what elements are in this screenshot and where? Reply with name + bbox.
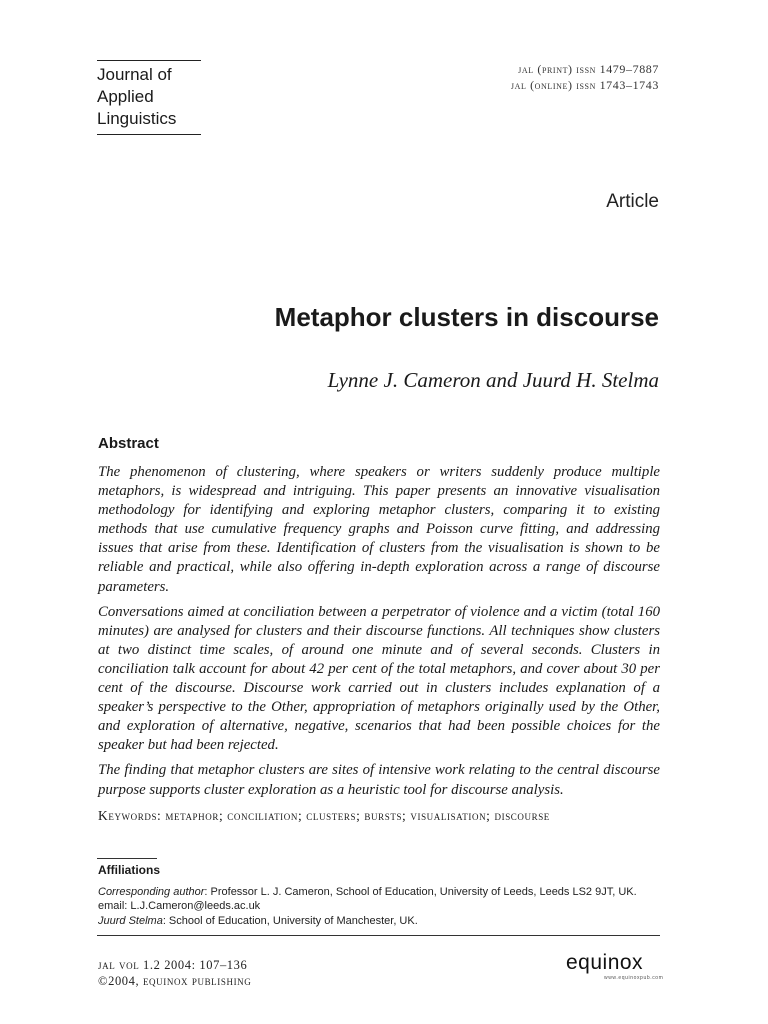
abstract-paragraph-2: Conversations aimed at conciliation between a perpetrator of violence and a victim (total 160 minutes) are analysed for clusters and their discourse functions. All techniques show clusters at two distinct time scales, of around one minute and of several seconds. Clusters in conciliation talk account for about 42 per cent of the total metaphors, and cover about 30 per cent of the discourse. Discourse work carried out in clusters includes explanation of a speaker’s perspective to the Other, appropriation of metaphors originally used by the Other, and exploration of alternative, negative, scenarios that had been possible choices for the speaker but had been rejected.	[98, 603, 660, 754]
footer-citation	[98, 957, 251, 989]
affiliations-heading: Affiliations	[98, 863, 160, 877]
second-author-line	[98, 914, 660, 928]
publisher-logo	[566, 951, 664, 981]
issn-block	[511, 61, 659, 93]
affiliations-body	[98, 885, 660, 928]
publisher-logo-wordmark: equinox	[566, 951, 644, 974]
footer-divider	[97, 935, 660, 936]
second-author-text: : School of Education, University of Manchester, UK.	[162, 915, 418, 927]
footer-copyright: ©2004, equinox publishing	[98, 974, 252, 988]
journal-name-line-1: Journal of	[97, 65, 172, 84]
corresponding-author-line	[98, 885, 660, 899]
article-authors: Lynne J. Cameron and Juurd H. Stelma	[327, 368, 659, 392]
corresponding-author-email: email: L.J.Cameron@leeds.ac.uk	[98, 900, 261, 912]
journal-name-line-3: Linguistics	[97, 109, 177, 128]
affiliations-divider	[97, 858, 157, 859]
corresponding-author-label: Corresponding author	[98, 886, 205, 898]
article-type-label: Article	[606, 191, 659, 212]
abstract-heading: Abstract	[98, 435, 159, 452]
journal-name-line-2: Applied	[97, 87, 154, 106]
corresponding-author-text: : Professor L. J. Cameron, School of Education, University of Leeds, Leeds LS2 9JT, UK.	[204, 886, 637, 898]
publisher-logo-url: www.equinoxpub.com	[604, 975, 664, 981]
article-title: Metaphor clusters in discourse	[274, 302, 659, 332]
journal-masthead	[97, 60, 201, 135]
abstract-paragraph-3: The finding that metaphor clusters are sites of intensive work relating to the central discourse purpose supports cluster exploration as a heuristic tool for discourse analysis.	[98, 762, 660, 798]
footer-volume: jal vol 1.2 2004: 107–136	[98, 958, 248, 972]
second-author-label: Juurd Stelma	[98, 915, 163, 927]
abstract-body	[98, 463, 660, 806]
issn-print: jal (print) issn 1479–7887	[518, 62, 659, 76]
abstract-paragraph-1: The phenomenon of clustering, where speakers or writers suddenly produce multiple metaphors, is widespread and intriguing. This paper presents an innovative visualisation methodology for identifying and exploring metaphor clusters, comparing it to existing methods that use cumulative frequency graphs and Poisson curve fitting, and addressing issues that arise from these. Identification of clusters from the visualisation is shown to be reliable and practical, while also offering in-depth exploration across a range of discourse parameters.	[98, 464, 660, 595]
keywords-line: Keywords: metaphor; conciliation; clusters; bursts; visualisation; discourse	[98, 808, 550, 823]
issn-online: jal (online) issn 1743–1743	[510, 78, 659, 92]
